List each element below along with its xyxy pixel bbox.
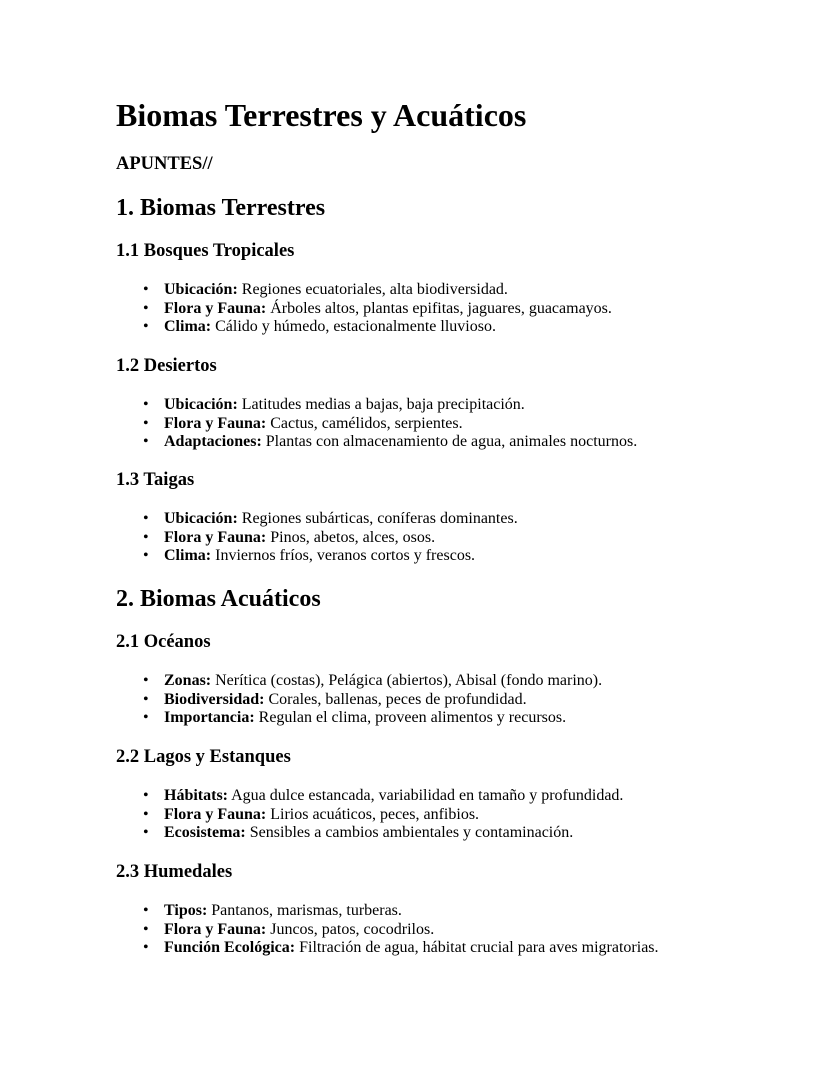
subsection-heading: 1.3 Taigas	[116, 470, 195, 490]
item-label: Ubicación:	[164, 510, 238, 527]
item-text: Pantanos, marismas, turberas.	[207, 902, 402, 919]
list-item	[116, 281, 612, 300]
item-label: Flora y Fauna:	[164, 414, 267, 432]
list-item	[116, 415, 637, 434]
list-item	[116, 396, 637, 415]
bullet-list	[116, 281, 612, 337]
list-item	[116, 921, 659, 940]
bullet-list	[116, 672, 602, 728]
list-item	[116, 318, 612, 337]
subsection-heading: 1.1 Bosques Tropicales	[116, 241, 295, 261]
bullet-list	[116, 396, 637, 452]
list-item	[116, 709, 602, 728]
item-label: Flora y Fauna:	[164, 920, 267, 938]
item-text: Lirios acuáticos, peces, anfibios.	[266, 805, 480, 823]
list-item	[116, 902, 659, 921]
document-title: Biomas Terrestres y Acuáticos	[116, 97, 527, 133]
item-label: Adaptaciones:	[164, 433, 262, 451]
item-label: Flora y Fauna:	[164, 805, 267, 823]
item-label: Flora y Fauna:	[164, 528, 267, 546]
item-label: Clima:	[164, 547, 212, 565]
item-label: Clima:	[164, 318, 212, 336]
item-text: Cactus, camélidos, serpientes.	[266, 414, 463, 432]
item-text: Plantas con almacenamiento de agua, animales nocturnos.	[261, 433, 638, 451]
item-label: Hábitats:	[164, 787, 228, 804]
item-label: Ubicación:	[164, 396, 238, 413]
list-item	[116, 806, 623, 825]
item-label: Ubicación:	[164, 281, 238, 298]
item-text: Latitudes medias a bajas, baja precipitación.	[237, 396, 525, 413]
item-label: Función Ecológica:	[164, 939, 296, 957]
item-text: Pinos, abetos, alces, osos.	[266, 528, 436, 546]
item-text: Regiones subárticas, coníferas dominantes.	[237, 510, 518, 527]
list-item	[116, 547, 518, 566]
list-item	[116, 691, 602, 710]
bullet-list	[116, 902, 659, 958]
item-label: Biodiversidad:	[164, 690, 265, 708]
item-label: Tipos:	[164, 902, 208, 919]
item-text: Filtración de agua, hábitat crucial para aves migratorias.	[295, 939, 659, 957]
list-item	[116, 529, 518, 548]
item-text: Cálido y húmedo, estacionalmente lluvioso.	[211, 318, 496, 336]
list-item	[116, 433, 637, 452]
item-text: Inviernos fríos, veranos cortos y frescos.	[211, 547, 476, 565]
item-label: Flora y Fauna:	[164, 299, 267, 317]
item-label: Importancia:	[164, 709, 255, 727]
document-subtitle: APUNTES//	[116, 154, 213, 174]
list-item	[116, 510, 518, 529]
list-item	[116, 787, 623, 806]
bullet-list	[116, 510, 518, 566]
item-text: Sensibles a cambios ambientales y contaminación.	[245, 824, 574, 842]
list-item	[116, 824, 623, 843]
item-text: Regiones ecuatoriales, alta biodiversidad.	[237, 281, 508, 298]
item-label: Zonas:	[164, 672, 212, 689]
list-item	[116, 939, 659, 958]
list-item	[116, 300, 612, 319]
list-item	[116, 672, 602, 691]
subsection-heading: 2.3 Humedales	[116, 862, 233, 882]
bullet-list	[116, 787, 623, 843]
item-label: Ecosistema:	[164, 824, 246, 842]
item-text: Regulan el clima, proveen alimentos y recursos.	[254, 709, 567, 727]
item-text: Juncos, patos, cocodrilos.	[266, 920, 435, 938]
subsection-heading: 2.1 Océanos	[116, 632, 211, 652]
subsection-heading: 1.2 Desiertos	[116, 356, 217, 376]
item-text: Agua dulce estancada, variabilidad en tamaño y profundidad.	[228, 787, 624, 804]
item-text: Nerítica (costas), Pelágica (abiertos), Abisal (fondo marino).	[211, 672, 603, 689]
section-heading: 1. Biomas Terrestres	[116, 195, 326, 221]
item-text: Corales, ballenas, peces de profundidad.	[264, 690, 527, 708]
section-heading: 2. Biomas Acuáticos	[116, 586, 321, 612]
item-text: Árboles altos, plantas epifitas, jaguares, guacamayos.	[266, 299, 612, 317]
subsection-heading: 2.2 Lagos y Estanques	[116, 747, 291, 767]
